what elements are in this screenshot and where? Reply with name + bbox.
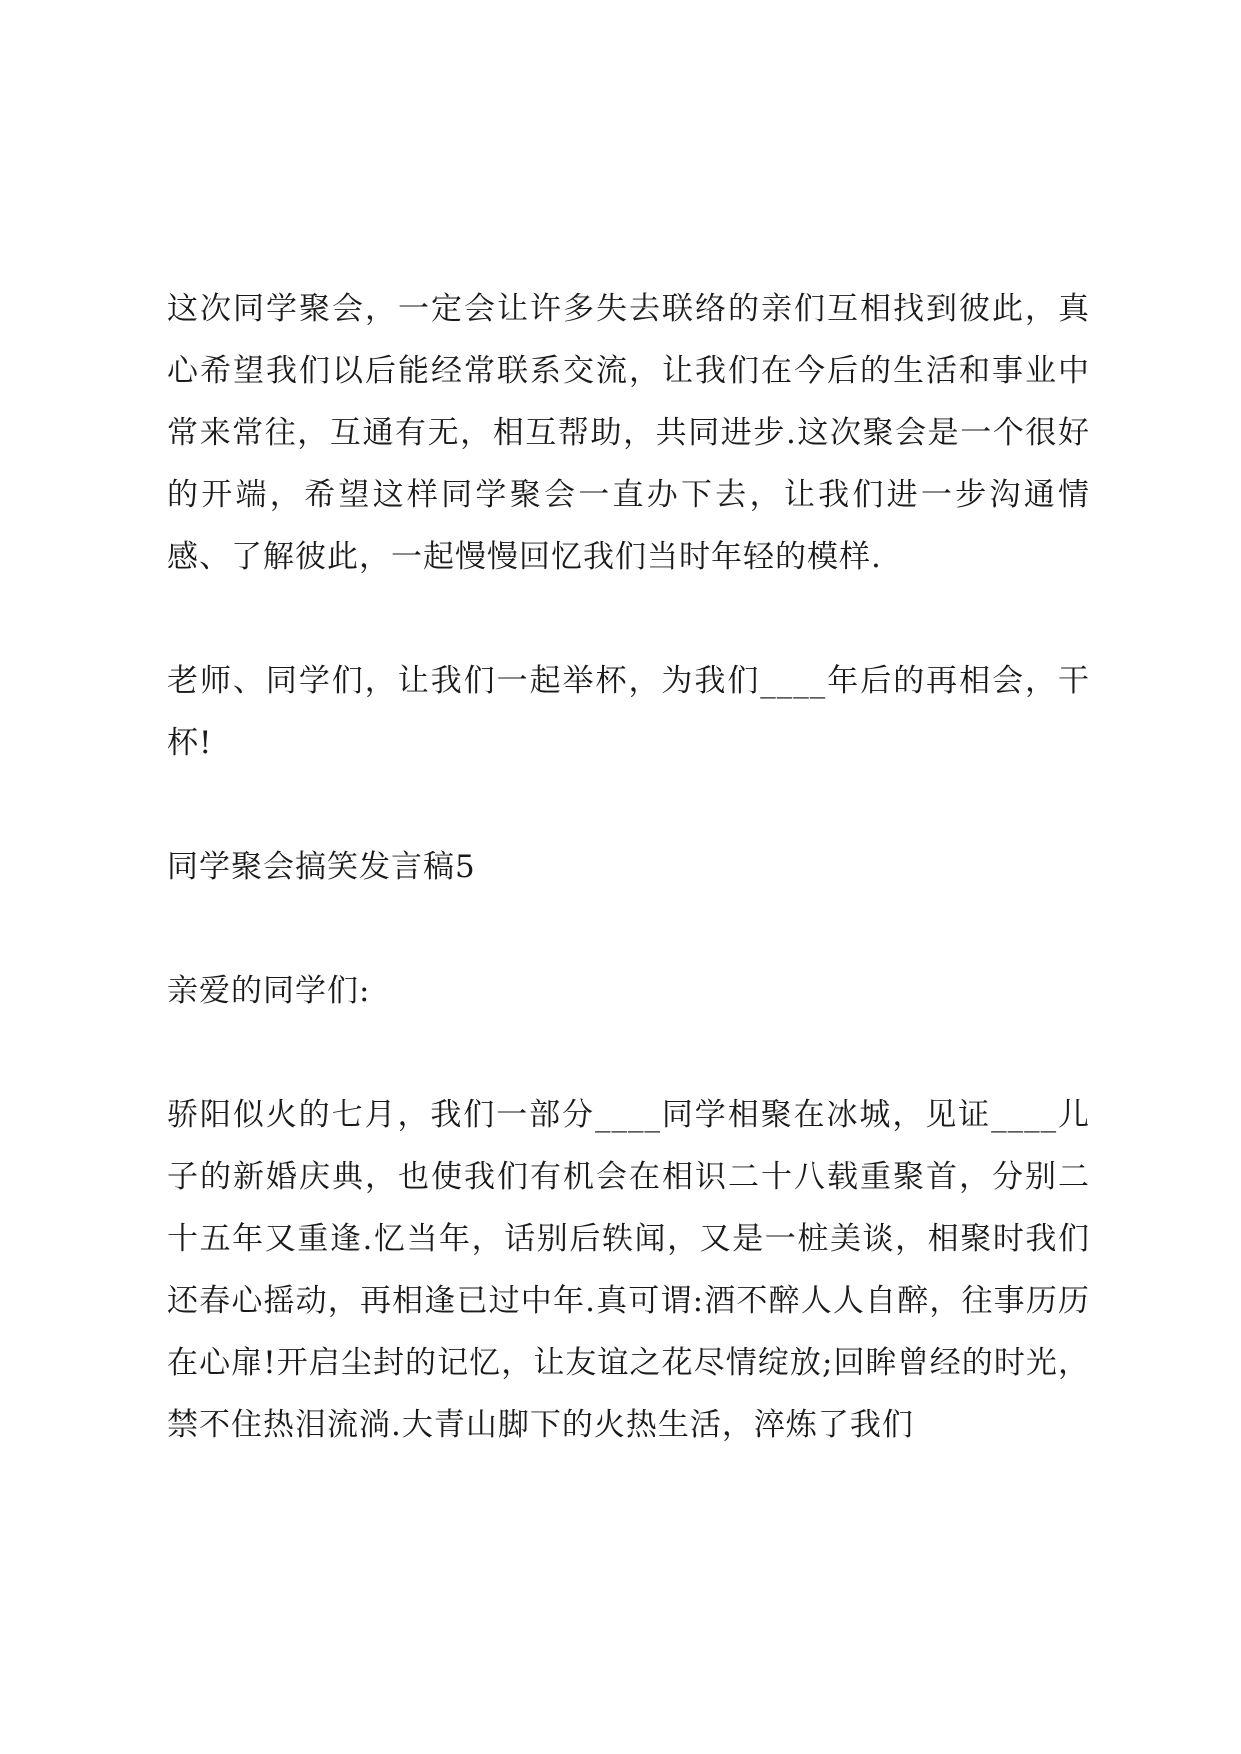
paragraph-toast: 老师、同学们，让我们一起举杯，为我们____年后的再相会，干杯!	[167, 663, 1090, 761]
paragraph-reunion-wish: 这次同学聚会，一定会让许多失去联络的亲们互相找到彼此，真心希望我们以后能经常联系交流，让我们在今后的生活和事业中常来常往，互通有无，相互帮助，共同进步.这次聚会是一个很好的开端，希望这样同学聚会一直办下去，让我们进一步沟通情感、了解彼此，一起慢慢回忆我们当时年轻的模样.	[167, 291, 1090, 575]
paragraph-july-gathering: 骄阳似火的七月，我们一部分____同学相聚在冰城，见证____儿子的新婚庆典，也使我们有机会在相识二十八载重聚首，分别二十五年又重逢.忆当年，话别后轶闻，又是一桩美谈，相聚时我们还春心摇动，再相逢已过中年.真可谓:酒不醉人人自醉，往事历历在心扉!开启尘封的记忆，让友谊之花尽情绽放;回眸曾经的时光，禁不住热泪流淌.大青山脚下的火热生活，淬炼了我们	[167, 1097, 1090, 1443]
section-heading: 同学聚会搞笑发言稿5	[167, 849, 476, 885]
salutation: 亲爱的同学们:	[167, 973, 371, 1009]
document-body	[167, 278, 1090, 1456]
